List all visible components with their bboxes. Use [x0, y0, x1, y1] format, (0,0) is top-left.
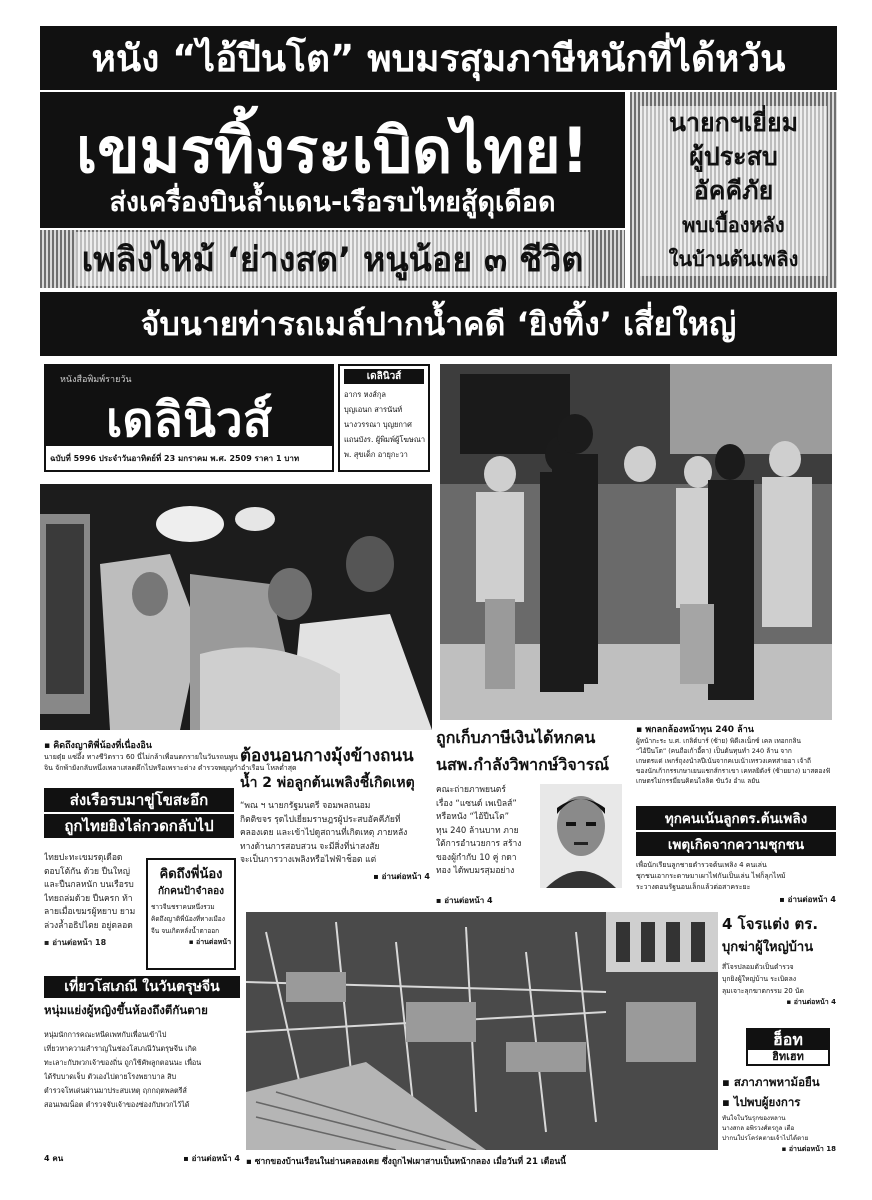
- photo-film-crew-image: [440, 364, 832, 720]
- hot-box: [722, 1028, 836, 1174]
- fire-photo-caption: ▪ ซากของบ้านเรือนในย่านคลองเตย ซึ่งถูกไฟเผาสาบเป็นหน้ากลอง เมื่อวันที่ 21 เดือนนี้: [246, 1157, 566, 1167]
- read-more-text[interactable]: อ่านต่อหน้า 4: [787, 895, 836, 904]
- read-more-link[interactable]: ▪ อ่านต่อหน้า 4: [373, 871, 430, 881]
- read-more-text[interactable]: อ่านต่อหน้า 4: [381, 871, 430, 881]
- body-line: ลุมเจาะลุกฆาตกรรม 20 นัด: [722, 987, 804, 995]
- fire-photo-caption-text: ซากของบ้านเรือนในย่านคลองเตย ซึ่งถูกไฟเผาสาบเป็นหน้ากลอง เมื่อวันที่ 21 เดือนนี้: [254, 1157, 566, 1167]
- story-sleep-title: ต้องนอนกางมุ้งข้างถนน: [240, 746, 414, 766]
- story-everyone-cop: [636, 806, 836, 906]
- story-chinese-tour: [44, 976, 240, 1170]
- pm-visit-line: ในบ้านต้นเพลิง: [668, 247, 799, 271]
- caption-line: ของนักเก้ากรรเกษาเยนแชกส์กราเขา เคทลยิตังร์ (ซ้ายยาง) มาสตองฟั: [636, 767, 831, 775]
- story-sleep-subtitle: น้ำ 2 พ่อลูกต้นเพลิงชี้เกิดเหตุ: [240, 775, 415, 791]
- masthead: [44, 364, 334, 472]
- headline-fire: [40, 230, 625, 288]
- portrait-image: [540, 784, 622, 888]
- pm-visit-box: [630, 92, 837, 288]
- caption-line: เกษตรแด่ เพกร์ถุงงนำลปีเน้นจากคเบเน้าเทรวงเคทส่ายอา เจ้าถี: [636, 757, 811, 765]
- body-line: เรื่อง “แซนด์ เพเบิลส์”: [436, 798, 517, 809]
- story-robbers-title: 4 โจรแต่ง ตร.: [722, 915, 819, 933]
- body-line: บุกยิงผู้ใหญ่บ้าน ระเบิดลง: [722, 975, 797, 983]
- story-tour-footer: [44, 1152, 240, 1165]
- body-line: ทอง ได้พบมรสุมอย่าง: [436, 866, 515, 876]
- body-line: จีน จนเกิดหลั่งน้ำตาออก: [151, 927, 220, 935]
- headline-fire-text: เพลิงไหม้ ‘ย่างสด’ หนูน้อย ๓ ชีวิต: [76, 232, 590, 286]
- read-more-text[interactable]: อ่านต่อหน้า 4: [191, 1154, 240, 1163]
- story-miss-subtitle: กักคนป้าจำลอง: [157, 886, 225, 897]
- photo-film-crew: [440, 364, 832, 720]
- story-cop-title-line: ทุกคนเน้นลูกตร.ต้นเพลิง: [636, 806, 836, 830]
- main-headline-box: [40, 92, 625, 228]
- read-more-link[interactable]: ▪ อ่านต่อหน้า 4: [436, 896, 493, 905]
- body-line: ปากนใปรโคร่คตายเจ้าไปได้ตาย: [722, 1135, 809, 1142]
- headline-bus-driver: จับนายท่ารถเมล์ปากน้ำคดี ‘ยิงทิ้ง’ เสี่ยใหญ่: [40, 292, 837, 356]
- read-more-link[interactable]: ▪ อ่านต่อหน้า 4: [786, 998, 836, 1006]
- caption-left-title: ▪ คิดถึงญาติพี่น้องที่เนื่องอิน: [44, 741, 152, 751]
- pm-visit-line: พบเบื้องหลัง: [682, 213, 785, 237]
- story-miss-family: [146, 858, 236, 970]
- body-line: ได้รับบาดเจ็บ ตัวเองไปตายโรงพยาบาล สิบ: [44, 1072, 177, 1081]
- story-tax-title: ถูกเก็บภาษีเงินได้หกคน: [436, 728, 596, 747]
- body-line: ลายเมื่อเขมรผู้หยาบ ยาม: [44, 907, 136, 917]
- hot-logo-top: ฮ็อท: [748, 1030, 828, 1050]
- body-line: เที่ยวหาความสำราญในช่องโสเภณีวันตรุษจีน เกิด: [44, 1044, 197, 1053]
- portrait-photo: [540, 784, 622, 888]
- story-ship-title-line: ถูกไทยยิงไล่กวดกลับไป: [44, 814, 234, 838]
- body-line: ชาวจีนชราคนหนึ่งรวม: [151, 903, 215, 911]
- body-line: ใต้การอำนวยการ สร้าง: [436, 839, 522, 849]
- body-line: ตอบโต้กัน ด้วย ปืนใหญ่: [44, 866, 130, 877]
- caption-right-title: ▪ พกลกล้องหน้าทุน 240 ล้าน: [636, 725, 754, 735]
- body-line: ทางด้านการสอบสวน จะมีสิ่งที่น่าสงสัย: [240, 841, 380, 852]
- masthead-logo-box: [46, 366, 332, 446]
- main-headline: เขมรทิ้งระเบิดไทย!: [76, 114, 589, 187]
- body-line: ของผู้กำกับ 10 คู่ กดา: [436, 852, 517, 863]
- read-more-text[interactable]: อ่านต่อหน้า 18: [788, 1145, 836, 1153]
- story-cop-title-line: เพตุเกิดจากความชุกชน: [636, 832, 836, 856]
- pm-visit-line: ผู้ประสบ: [689, 142, 778, 171]
- staff-line: พ. สุขเด็ก อายุกะวา: [344, 450, 408, 459]
- body-line: “พณ ฯ นายกรัฐมนตรี จอมพลถนอม: [240, 801, 371, 811]
- staff-line: อากร หงส์กุล: [344, 390, 386, 399]
- caption-line: นายตุ๋ย แซ่อึ้ง ทางชีวิตราว 60 นี่ไม่กล้าเพื่อนตกรายในวันรถนพูน: [44, 753, 239, 761]
- caption-line: เกษตรไม่กรรมี่ยนคิดนไลลิด ขันวัง อำแ ลยัน: [636, 777, 760, 785]
- body-line: หนุ่มนักการคณะหนีดเพทกับเพื่อนเข้าไป: [44, 1030, 167, 1039]
- body-line: ตำรวจโทเด่นผ่านมาประสบเหตุ ฤกกฤตพลตรีส์: [44, 1086, 187, 1095]
- story-sleep-street: [240, 742, 430, 904]
- body-line: สี่โจรปลอมตัวเป็นตำรวจ: [722, 963, 794, 971]
- pm-visit-line: อัคคีภัย: [693, 176, 774, 205]
- read-more-link[interactable]: ▪ อ่านต่อหน้า 4: [779, 895, 836, 904]
- body-line: ไทยปะทะเขมรดุเดือด: [44, 853, 123, 863]
- body-line: เพื่อนักเรียนลูกชายตำรวจต้นเพลิง 4 คนเล่น: [636, 861, 767, 869]
- body-line: นางสกล อพิรวงศ์ตรกูล เตือ: [722, 1125, 795, 1132]
- story-robbers-title: บุกฆ่าผู้ใหญ่บ้าน: [722, 940, 814, 955]
- caption-right-title-text: พกลกล้องหน้าทุน 240 ล้าน: [645, 725, 754, 735]
- body-line: หรือหนัง “ไอ้ปีนโต”: [436, 812, 510, 822]
- story-tour-title: เที่ยวโสเภณี ในวันตรุษจีน: [44, 976, 240, 998]
- pm-visit-line: นายกฯเยี่ยม: [668, 108, 799, 137]
- read-more-text[interactable]: อ่านต่อหน้า 4: [793, 998, 836, 1006]
- read-more-link[interactable]: ▪ อ่านต่อหน้า 4: [183, 1154, 240, 1163]
- body-line: ชุกชนเอากระดาษมาเผาไฟกันเป็นเล่น ไฟก็ลุกไหม้: [636, 872, 786, 880]
- hot-item-text: ไปพบผู้ยงการ: [733, 1095, 801, 1109]
- body-line: สอนเพมน็อต ตำรวจจับเจ้าของซ่องกับพวกไว้ได้: [44, 1100, 190, 1109]
- caption-line: จิน จักพ้ายังกลับหนึ่งเพลาเสลดตึกไปหรือเพราะต่าง ตำรวจพยุญกำอำเรือน โหลต่ำสุด: [44, 764, 297, 772]
- body-line: ทันใจในวันรุกของหลาน: [722, 1115, 786, 1122]
- body-line: กิตติขจร รุดไปเยี่ยมราษฎรผู้ประสบอัคคีภัยที่: [240, 814, 401, 825]
- staff-line: นางวรรณา บุญยกาศ: [344, 420, 412, 429]
- photo-rescue-image: [40, 484, 432, 730]
- read-more-text[interactable]: อ่านต่อหน้า: [196, 938, 231, 946]
- read-more-text[interactable]: อ่านต่อหน้า 18: [52, 938, 107, 947]
- body-line: คลองเตย และเข้าไปดูสถานที่เกิดเหตุ ภายหลัง: [240, 828, 408, 838]
- body-line: จะเป็นการวางเพลิงหรือไฟฟ้าช็อต แต่: [240, 855, 377, 865]
- story-ship-body: [44, 852, 144, 950]
- main-subheadline: ส่งเครื่องบินล้ำแดน-เรือรบไทยสู้ดุเดือด: [109, 187, 556, 218]
- read-more-link[interactable]: ▪ อ่านต่อหน้า 18: [781, 1145, 836, 1153]
- hot-logo-bottom: ฮิทเฮท: [772, 1050, 804, 1063]
- hot-item: ▪ สภาภาพหาม้อยืน: [722, 1075, 820, 1089]
- issue-line: ฉบับที่ 5996 ประจำวันอาทิตย์ที่ 23 มกราคม พ.ศ. 2509 ราคา 1 บาท: [50, 454, 300, 463]
- story-robbers: [722, 912, 836, 1022]
- masthead-logo: เดลินิวส์: [105, 392, 273, 446]
- story-tour-subtitle: หนุ่มแย่งผู้หญิงขึ้นห้องถึงตีกันตาย: [44, 1003, 208, 1017]
- body-line: และปืนกลหนัก บนเรือรบ: [44, 880, 134, 890]
- body-line: ระวางตอนรัฐนอนเล็กแล้วต่อสาคระยะ: [636, 883, 751, 891]
- story-ship-title: [44, 788, 234, 838]
- staff-line: แถนบังร. ผู้พิมพ์ผู้โฆษณา: [344, 435, 426, 444]
- body-line: ทะเลาะกับพวกเจ้าของถิ่น ถูกใช้คัพลูกตอนนะ เพื่อน: [44, 1058, 202, 1067]
- body-line: ไทยถล่มด้วย ปืนครก ท้า: [44, 893, 133, 904]
- hot-item: ▪ ไปพบผู้ยงการ: [722, 1095, 801, 1109]
- masthead-small-title: หนังสือพิมพ์รายวัน: [60, 375, 132, 385]
- headline-skin-story: หนัง “ไอ้ปีนโต” พบมรสุมภาษีหนักที่ได้หวัน: [40, 26, 837, 90]
- caption-line: “ไอ้ปีนโต” (คนถือเก้าอี้ตา) เป็นต้นทุนทำ 240 ล้าน จาก: [636, 747, 792, 755]
- read-more-text[interactable]: อ่านต่อหน้า 4: [444, 896, 493, 905]
- read-more-link[interactable]: ▪ อ่านต่อหน้า 18: [44, 938, 107, 947]
- staff-line: บุญเอนก สารนันท์: [344, 405, 403, 414]
- staff-heading: เดลินิวส์: [344, 369, 424, 384]
- photo-fire-ruins: [246, 912, 718, 1150]
- read-more-link[interactable]: ▪ อ่านต่อหน้า: [188, 938, 231, 946]
- story-tax-film: [436, 726, 630, 906]
- caption-line: ผู้หน้ากะระ บ.ศ. เกลิต์บาร์ (ซ้าย) พิดีเลเน็กซ์ เคล เทอกกลิน: [636, 737, 801, 745]
- body-line: คณะถ่ายภาพยนตร์: [436, 785, 506, 795]
- photo-rescue: [40, 484, 432, 730]
- story-ship-title-line: ส่งเรือรบมาขู่โขสะอึก: [44, 788, 234, 812]
- photo-fire-ruins-image: [246, 912, 718, 1150]
- caption-right: [636, 722, 836, 786]
- hot-item-text: สภาภาพหาม้อยืน: [733, 1075, 820, 1089]
- page-number: 4 คน: [44, 1154, 64, 1163]
- staff-box: [338, 364, 430, 472]
- caption-left-title-text: คิดถึงญาติพี่น้องที่เนื่องอิน: [53, 741, 152, 751]
- body-line: คิดถึงญาติพี่น้องที่ทางเมือง: [151, 915, 225, 923]
- body-line: ล่วงล้ำอธิปไตย อยู่ตลอด: [44, 920, 133, 931]
- hot-logo: [746, 1028, 830, 1066]
- story-tax-subtitle: นสพ.กำลังวิพากษ์วิจารณ์: [436, 755, 610, 774]
- body-line: ทุน 240 ล้านบาท ภาย: [436, 825, 519, 836]
- story-miss-title: คิดถึงพี่น้อง: [159, 867, 223, 882]
- caption-right-detail: [636, 736, 836, 786]
